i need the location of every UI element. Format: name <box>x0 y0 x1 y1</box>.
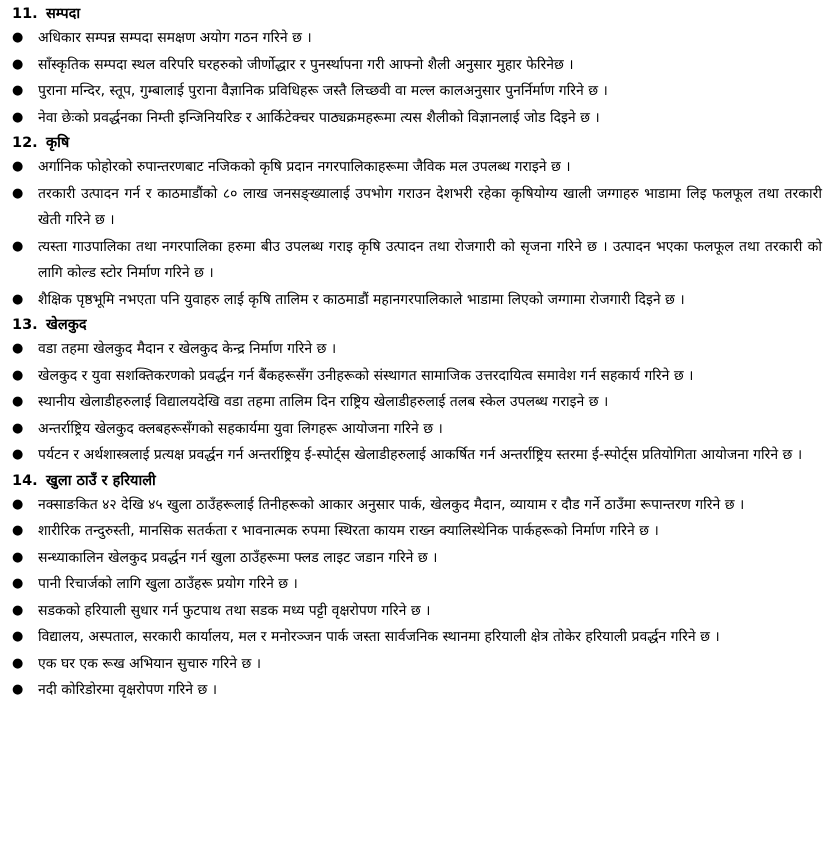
list-item <box>10 52 822 79</box>
list-item <box>10 25 822 52</box>
list-item-text: पानी रिचार्जको लागि खुला ठाउँहरू प्रयोग गरिने छ । <box>38 576 298 592</box>
list-item <box>10 492 822 519</box>
bullet-icon: ● <box>12 447 24 462</box>
list-item-text: अन्तर्राष्ट्रिय खेलकुद क्लबहरूसँगको सहकार्यमा युवा लिगहरू आयोजना गरिने छ । <box>38 420 443 437</box>
bullet-icon: ● <box>12 496 24 512</box>
bullet-icon: ● <box>12 420 24 436</box>
bullet-list <box>10 25 822 131</box>
bullet-icon: ● <box>12 109 24 125</box>
list-item <box>10 518 822 545</box>
list-item-text: सडकको हरियाली सुधार गर्न फुटपाथ तथा सडक मध्य पट्टी वृक्षरोपण गरिने छ । <box>38 602 431 619</box>
list-item <box>10 363 822 390</box>
list-item-text: एक घर एक रूख अभियान सुचारु गरिने छ । <box>38 655 262 672</box>
list-item <box>10 624 822 651</box>
list-item-text: अर्गानिक फोहोरको रुपान्तरणबाट नजिकको कृषि प्रदान नगरपालिकाहरूमा जैविक मल उपलब्ध गराइने छ । <box>38 159 571 175</box>
list-item <box>10 154 822 181</box>
bullet-icon: ● <box>12 83 24 98</box>
list-item <box>10 651 822 678</box>
bullet-icon: ● <box>12 367 24 383</box>
section-heading <box>10 314 822 336</box>
list-item-text: शैक्षिक पृष्ठभूमि नभएता पनि युवाहरु लाई कृषि तालिम र काठमाडौं महानगरपालिकाले भाडामा लिएको जग्गामा रोजगारी दिइने छ । <box>38 291 685 308</box>
section-title-text: सम्पदा <box>46 6 81 22</box>
bullet-list <box>10 492 822 704</box>
bullet-list <box>10 336 822 469</box>
bullet-icon: ● <box>12 682 24 697</box>
section-title-text: खेलकुद <box>46 317 87 333</box>
list-item-text: अधिकार सम्पन्न सम्पदा समक्षण अयोग गठन गरिने छ । <box>38 30 312 46</box>
list-item-text: नदी कोरिडोरमा वृक्षरोपण गरिने छ । <box>38 682 218 698</box>
section-number: 14. <box>12 472 38 489</box>
list-item-text: पुराना मन्दिर, स्तूप, गुम्बालाई पुराना वैज्ञानिक प्रविधिहरू जस्तै लिच्छवी वा मल्ल कालअनुसार पुनर्निर्माण गरिने छ । <box>38 83 608 99</box>
list-item-text: त्यस्ता गाउपालिका तथा नगरपालिका हरुमा बीउ उपलब्ध गराइ कृषि उत्पादन तथा रोजगारी को सृजना गरिने छ । उत्पादन भएका फलफूल तथा तरकारी को लागि कोल्ड स्टोर निर्माण गरिने छ । <box>38 238 822 281</box>
bullet-icon: ● <box>12 238 24 254</box>
list-item <box>10 389 822 416</box>
bullet-icon: ● <box>12 30 24 45</box>
section-number: 13. <box>12 317 38 333</box>
section-number: 12. <box>12 135 38 151</box>
list-item-text: स्थानीय खेलाडीहरुलाई विद्यालयदेखि वडा तहमा तालिम दिन राष्ट्रिय खेलाडीहरुलाई तलब स्केल उपलब्ध गराइने छ । <box>38 394 609 410</box>
list-item-text: वडा तहमा खेलकुद मैदान र खेलकुद केन्द्र निर्माण गरिने छ । <box>38 341 337 357</box>
list-item-text: विद्यालय, अस्पताल, सरकारी कार्यालय, मल र मनोरञ्जन पार्क जस्ता सार्वजनिक स्थानमा हरियाली क्षेत्र तोकेर हरियाली प्रवर्द्धन गरिने छ । <box>38 629 720 645</box>
section-title-text: कृषि <box>46 135 70 151</box>
section-heading <box>10 470 822 492</box>
section-title-text: खुला ठाउँ र हरियाली <box>46 472 156 489</box>
list-item-text: नेवा छेःको प्रवर्द्धनका निम्ती इन्जिनियरिङ र आर्किटेक्चर पाठ्यक्रमहरूमा त्यस शैलीको विज्ञानलाई जोड दिइने छ । <box>38 109 600 126</box>
list-item <box>10 677 822 704</box>
list-item-text: साँस्कृतिक सम्पदा स्थल वरिपरि घरहरुको जीर्णोद्धार र पुनर्स्थापना गरी आफ्नो शैली अनुसार मुहार फेरिनेछ । <box>38 56 574 73</box>
list-item <box>10 571 822 598</box>
list-item-text: खेलकुद र युवा सशक्तिकरणको प्रवर्द्धन गर्न बैंकहरूसँग उनीहरूको संस्थागत सामाजिक उत्तरदायित्व समावेश गर्न सहकार्य गरिने छ । <box>38 367 694 384</box>
bullet-icon: ● <box>12 159 24 174</box>
section-heading <box>10 3 822 25</box>
list-item <box>10 336 822 363</box>
list-item <box>10 598 822 625</box>
bullet-icon: ● <box>12 655 24 671</box>
list-item <box>10 78 822 105</box>
list-item <box>10 416 822 443</box>
list-item <box>10 287 822 314</box>
bullet-list <box>10 154 822 313</box>
bullet-icon: ● <box>12 629 24 644</box>
section-number: 11. <box>12 6 38 22</box>
section-heading <box>10 132 822 154</box>
bullet-icon: ● <box>12 576 24 591</box>
list-item-text: तरकारी उत्पादन गर्न र काठमाडौंको ८० लाख जनसङ्ख्यालाई उपभोग गराउन देशभरी रहेका कृषियोग्य खाली जग्गाहरु भाडामा लिइ फलफूल तथा तरकारी खेती गरिने छ । <box>38 185 822 228</box>
bullet-icon: ● <box>12 523 24 538</box>
bullet-icon: ● <box>12 291 24 307</box>
list-item-text: नक्साङकित ४२ देखि ४५ खुला ठाउँहरूलाई तिनीहरूको आकार अनुसार पार्क, खेलकुद मैदान, व्यायाम र दौड गर्ने ठाउँमा रूपान्तरण गरिने छ । <box>38 496 745 513</box>
bullet-icon: ● <box>12 341 24 356</box>
list-item <box>10 545 822 572</box>
list-item-text: सन्ध्याकालिन खेलकुद प्रवर्द्धन गर्न खुला ठाउँहरूमा फ्लड लाइट जडान गरिने छ । <box>38 549 438 566</box>
bullet-icon: ● <box>12 549 24 565</box>
list-item <box>10 442 822 469</box>
list-item <box>10 105 822 132</box>
list-item <box>10 181 822 234</box>
list-item-text: पर्यटन र अर्थशास्त्रलाई प्रत्यक्ष प्रवर्द्धन गर्न अन्तर्राष्ट्रिय ई-स्पोर्ट्स खेलाडीहरुलाई आकर्षित गर्न अन्तर्राष्ट्रिय स्तरमा ई-स्पोर्ट्स प्रतियोगिता आयोजना गरिने छ । <box>38 447 803 463</box>
bullet-icon: ● <box>12 56 24 72</box>
list-item-text: शारीरिक तन्दुरुस्ती, मानसिक सतर्कता र भावनात्मक रुपमा स्थिरता कायम राख्न क्यालिस्थेनिक पार्कहरूको निर्माण गरिने छ । <box>38 523 659 539</box>
bullet-icon: ● <box>12 185 24 201</box>
bullet-icon: ● <box>12 394 24 409</box>
list-item <box>10 234 822 287</box>
bullet-icon: ● <box>12 602 24 618</box>
